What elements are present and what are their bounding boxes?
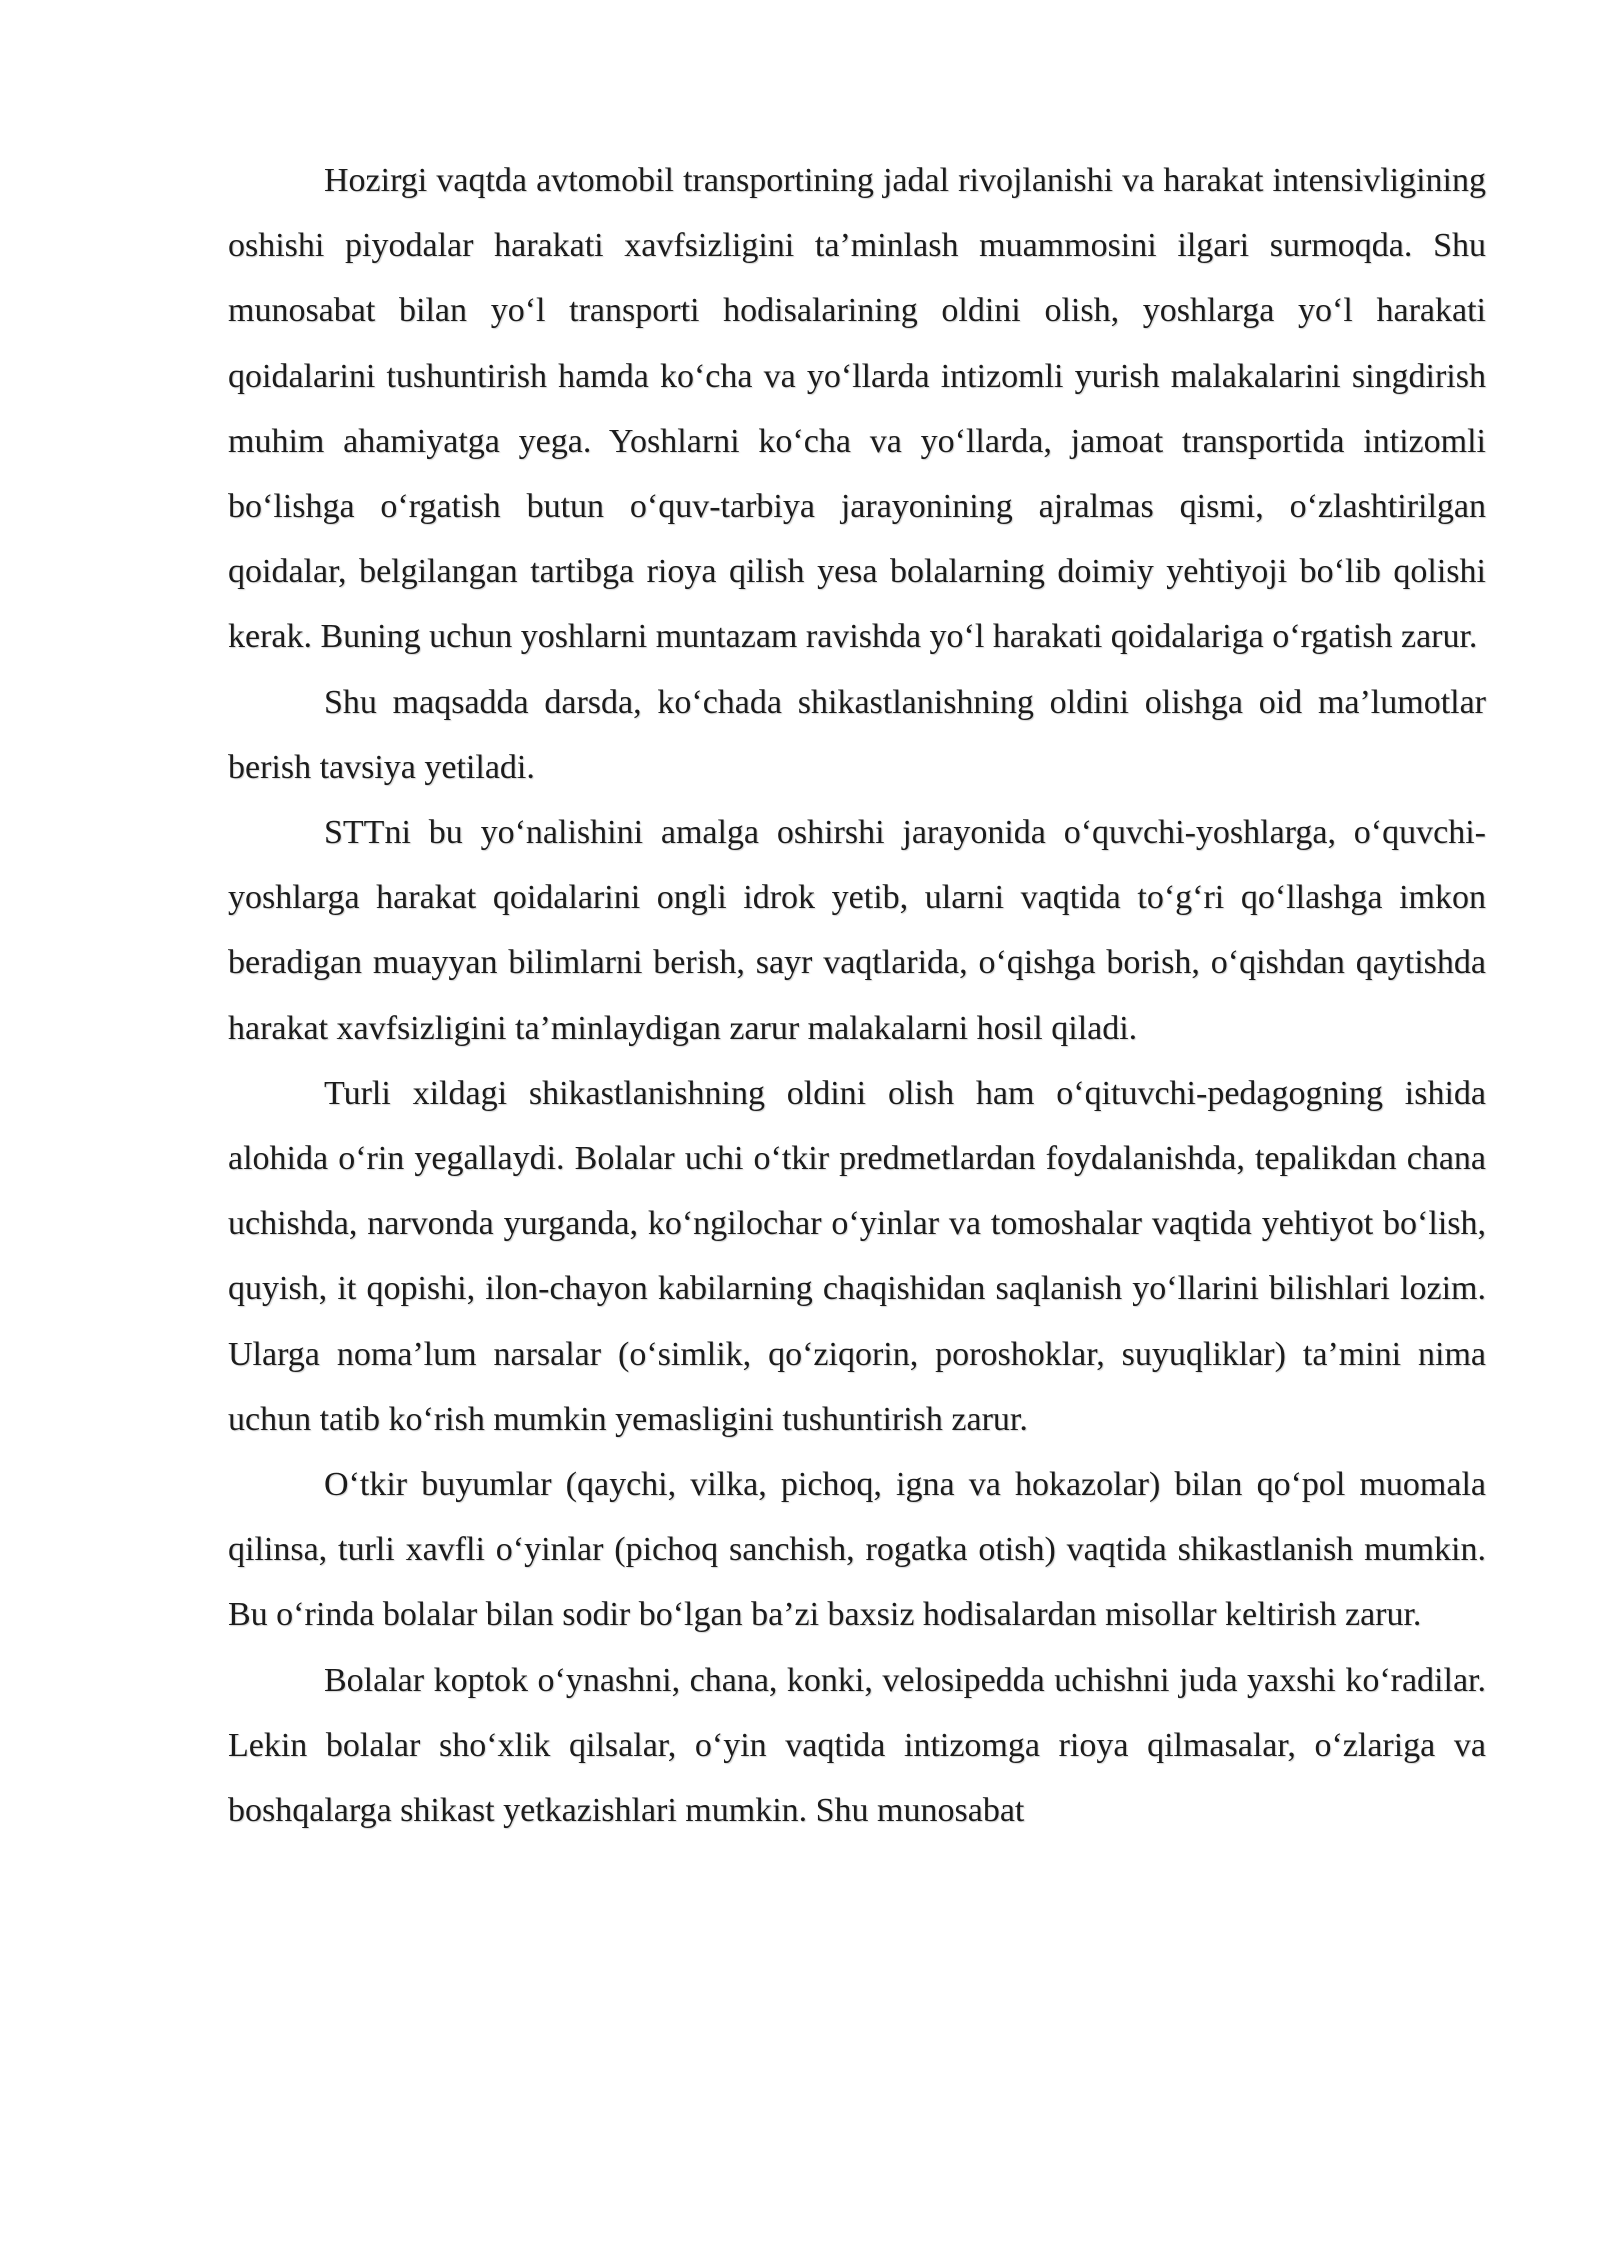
paragraph-2: Shu maqsadda darsda, ko‘chada shikastlanishning oldini olishga oid ma’lumotlar berish tavsiya yetiladi. — [228, 683, 1486, 786]
paragraph-4: Turli xildagi shikastlanishning oldini olish ham o‘qituvchi-pedagogning ishida alohida o‘rin yegallaydi. Bolalar uchi o‘tkir predmetlardan foydalanishda, tepalikdan chana uchishda, narvonda yurganda, ko‘ngilochar o‘yinlar va tomoshalar vaqtida yehtiyot bo‘lish, quyish, it qopishi, ilon-chayon kabilarning chaqishidan saqlanish yo‘llarini bilishlari lozim. Ularga noma’lum narsalar (o‘simlik, qo‘ziqorin, poroshoklar, suyuqliklar) ta’mini nima uchun tatib ko‘rish mumkin yemasligini tushuntirish zarur. — [228, 1074, 1486, 1438]
paragraph-6: Bolalar koptok o‘ynashni, chana, konki, velosipedda uchishni juda yaxshi ko‘radilar. Lekin bolalar sho‘xlik qilsalar, o‘yin vaqtida intizomga rioya qilmasalar, o‘zlariga va boshqalarga shikast yetkazishlari mumkin. Shu munosabat — [228, 1661, 1486, 1830]
paragraph-5: O‘tkir buyumlar (qaychi, vilka, pichoq, igna va hokazolar) bilan qo‘pol muomala qilinsa, turli xavfli o‘yinlar (pichoq sanchish, rogatka otish) vaqtida shikastlanish mumkin. Bu o‘rinda bolalar bilan sodir bo‘lgan ba’zi baxsiz hodisalardan misollar keltirish zarur. — [228, 1466, 1486, 1634]
paragraph-1: Hozirgi vaqtda avtomobil transportining jadal rivojlanishi va harakat intensivligining oshishi piyodalar harakati xavfsizligini ta’minlash muammosini ilgari surmoqda. Shu munosabat bilan yo‘l transporti hodisalarining oldini olish, yoshlarga yo‘l harakati qoidalarini tushuntirish hamda ko‘cha va yo‘llarda intizomli yurish malakalarini singdirish muhim ahamiyatga yega. Yoshlarni ko‘cha va yo‘llarda, jamoat transportida intizomli bo‘lishga o‘rgatish butun o‘quv-tarbiya jarayonining ajralmas qismi, o‘zlashtirilgan qoidalar, belgilangan tartibga rioya qilish yesa bolalarning doimiy yehtiyoji bo‘lib qolishi kerak. Buning uchun yoshlarni muntazam ravishda yo‘l harakati qoidalariga o‘rgatish zarur. — [228, 162, 1486, 656]
document-body — [228, 148, 1486, 1843]
paragraph-3: STTni bu yo‘nalishini amalga oshirshi jarayonida o‘quvchi-yoshlarga, o‘quvchi-yoshlarga harakat qoidalarini ongli idrok yetib, ularni vaqtida to‘g‘ri qo‘llashga imkon beradigan muayyan bilimlarni berish, sayr vaqtlarida, o‘qishga borish, o‘qishdan qaytishda harakat xavfsizligini ta’minlaydigan zarur malakalarni hosil qiladi. — [228, 814, 1486, 1047]
